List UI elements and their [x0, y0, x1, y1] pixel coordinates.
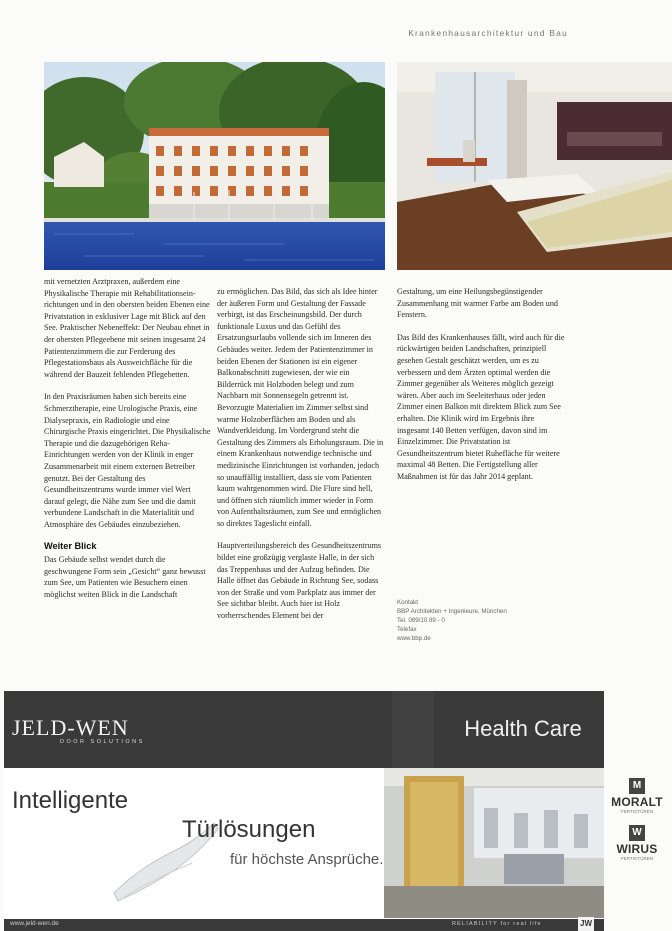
paragraph: In den Praxisräumen haben sich bereits eine Schmerztherapie, eine Urologische Praxis, eine Dialysepraxis, ein Radiologie und eine Chirurgische Praxis eingerichtet. Die Physikalische Therapie und die dazugehörigen Reha-Einrichtungen werden von der Klinik in enger Zusammenarbeit mit einem externen Betreiber genutzt. Bei der Gestaltung des Gesundheitszentrums wurde immer viel Wert darauf gelegt, die Nähe zum See und die damit verbundene Landschaft in die Materialität und Atmosphäre des Gebäudes einzubeziehen. [44, 392, 211, 529]
moralt-logo [604, 778, 670, 814]
ad-url-link[interactable]: www.jeld-wen.de [10, 920, 59, 927]
text-column-3 [397, 286, 567, 494]
paragraph: Gestaltung, um eine Heilungsbegünstigender Zusammenhang mit warmer Farbe am Boden und Fenstern. [397, 287, 558, 320]
info-link[interactable]: www.bbp.de [397, 635, 431, 642]
ad-headline-2: Türlösungen [182, 816, 316, 843]
jw-logo: JW [578, 917, 594, 931]
wirus-logo [604, 825, 670, 861]
info-label: Kontakt [397, 599, 418, 606]
paragraph: Das Bild des Krankenhauses fällt, wird auch für die rückwärtigen beiden Landschaften, prinzipiell gesehen Gestalt geschätzt werden, um es zu verbessern und dem Ärzten optimal werden die Zimmer gegenüber als Weiteres möglich gezeigt wären. Aber auch im Seeleiterhaus oder jeden Zimmer einen Balkon mit direktem Blick zum See erhalten. Die Klinik wird im Ergebnis ihre insgesamt 140 Betten verfügen, davon sind im Einzelzimmer. Die Privatstation ist Gesundheitszentrum bietet Ruhefläche für weitere maximal 48 Betten. Die Fertigstellung aller Maßnahmen ist für das Jahr 2014 geplant. [397, 332, 565, 481]
text-column-2 [217, 286, 385, 633]
paragraph: Hauptverteilungsbereich des Gesundheitszentrums bildet eine großzügig verglaste Halle, in der sich das Treppenhaus und der Aufzug befinden. Die Halle öffnet das Gebäude in Richtung See, sodass von der Straße und vom Parkplatz aus immer der See sichtbar bleibt. Auch hier ist Holz vorherrschendes Element bei der [217, 541, 382, 621]
paragraph: zu ermöglichen. Das Bild, das sich als Idee hinter der äußeren Form und Gestaltung der Fassade verbirgt, ist das Erscheinungsbild. Der durch funktionale Luxus und das Gefühl des Ersatzungsurlaubs vollende sich im Inneren des Gebäudes weiter. Jedem der Patientenzimmer in beiden Ebenen der Stationen ist ein eigener Balkonabschnitt zugewiesen, der wie ein Bilderrück mit Holzboden belegt und zum Nachbarn mit Sonnensegeln getrennt ist. Bevorzugte Materialien im Zimmer selbst sind warme Holzoberflächen am Boden und als Wandverkleidung. Im Vordergrund steht die Gestaltung des Zimmers als Erholungsraum. Die in einem Krankenhaus notwendige technische und medizinische Einrichtungen ist vorhanden, jedoch so unauffällig installiert, dass sie vom Patienten kaum wahrgenommen wird. Die Flure sind hell, und öffnen sich räumlich immer wieder in Form von Aufenthaltsräumen, zum See und ermöglichen so direktes Tageslicht einfall. [217, 287, 384, 528]
lakeside-building-photo [44, 62, 385, 270]
info-line: BBP Architekten + Ingenieure, München [397, 608, 507, 615]
wirus-mark-icon: W [629, 825, 645, 841]
moralt-name: MORALT [611, 795, 663, 809]
advertisement[interactable] [4, 691, 604, 931]
info-line: Tel. 089/10 89 - 0 [397, 617, 445, 624]
text-column-1 [44, 276, 212, 611]
section-heading: Weiter Blick [44, 541, 97, 552]
wirus-sub: FERTIGTÜREN [621, 856, 653, 861]
ad-subline: für höchste Ansprüche. [230, 851, 384, 868]
moralt-sub: FERTIGTÜREN [621, 809, 653, 814]
paragraph: mit vernetzten Arztpraxen, außerdem eine Physikalische Therapie mit Rehabilitationseinrichtungen und in den obersten beiden Ebenen eine Privatstation in exklusiver Lage mit Blick auf den See. Praktischer Nebeneffekt: Der Neubau ebnet in der obersten Pflegeebene mit seinen insgesamt 24 Patientenzimmern die zur Ferderung des Pflegestationsbaus als Ausweichfläche für die während der Bauzeit fehlenden Pflegebetten. [44, 277, 210, 379]
health-care-title: Health Care [464, 716, 582, 741]
ad-headline-1: Intelligente [12, 787, 129, 814]
paragraph: Das Gebäude selbst wendet durch die geschwungene Form sein „Gesicht“ ganz bewusst zum See, um Patienten wie Besuchern einen möglichst weiten Blick in die Landschaft [44, 555, 206, 599]
ad-footer-band [4, 919, 604, 931]
contact-info-box [397, 598, 567, 643]
ad-slogan: RELIABILITY for real life [452, 921, 542, 927]
moralt-mark-icon: M [629, 778, 645, 794]
logo-tagline: DOOR SOLUTIONS [60, 739, 145, 745]
wirus-name: WIRUS [616, 842, 658, 856]
hospital-corridor-image [384, 768, 604, 918]
jeld-wen-logo: JELD-WEN [12, 715, 129, 740]
info-line: Telefax [397, 626, 417, 633]
running-title: Krankenhausarchitektur und Bau [408, 28, 568, 38]
patient-room-photo [397, 62, 672, 270]
